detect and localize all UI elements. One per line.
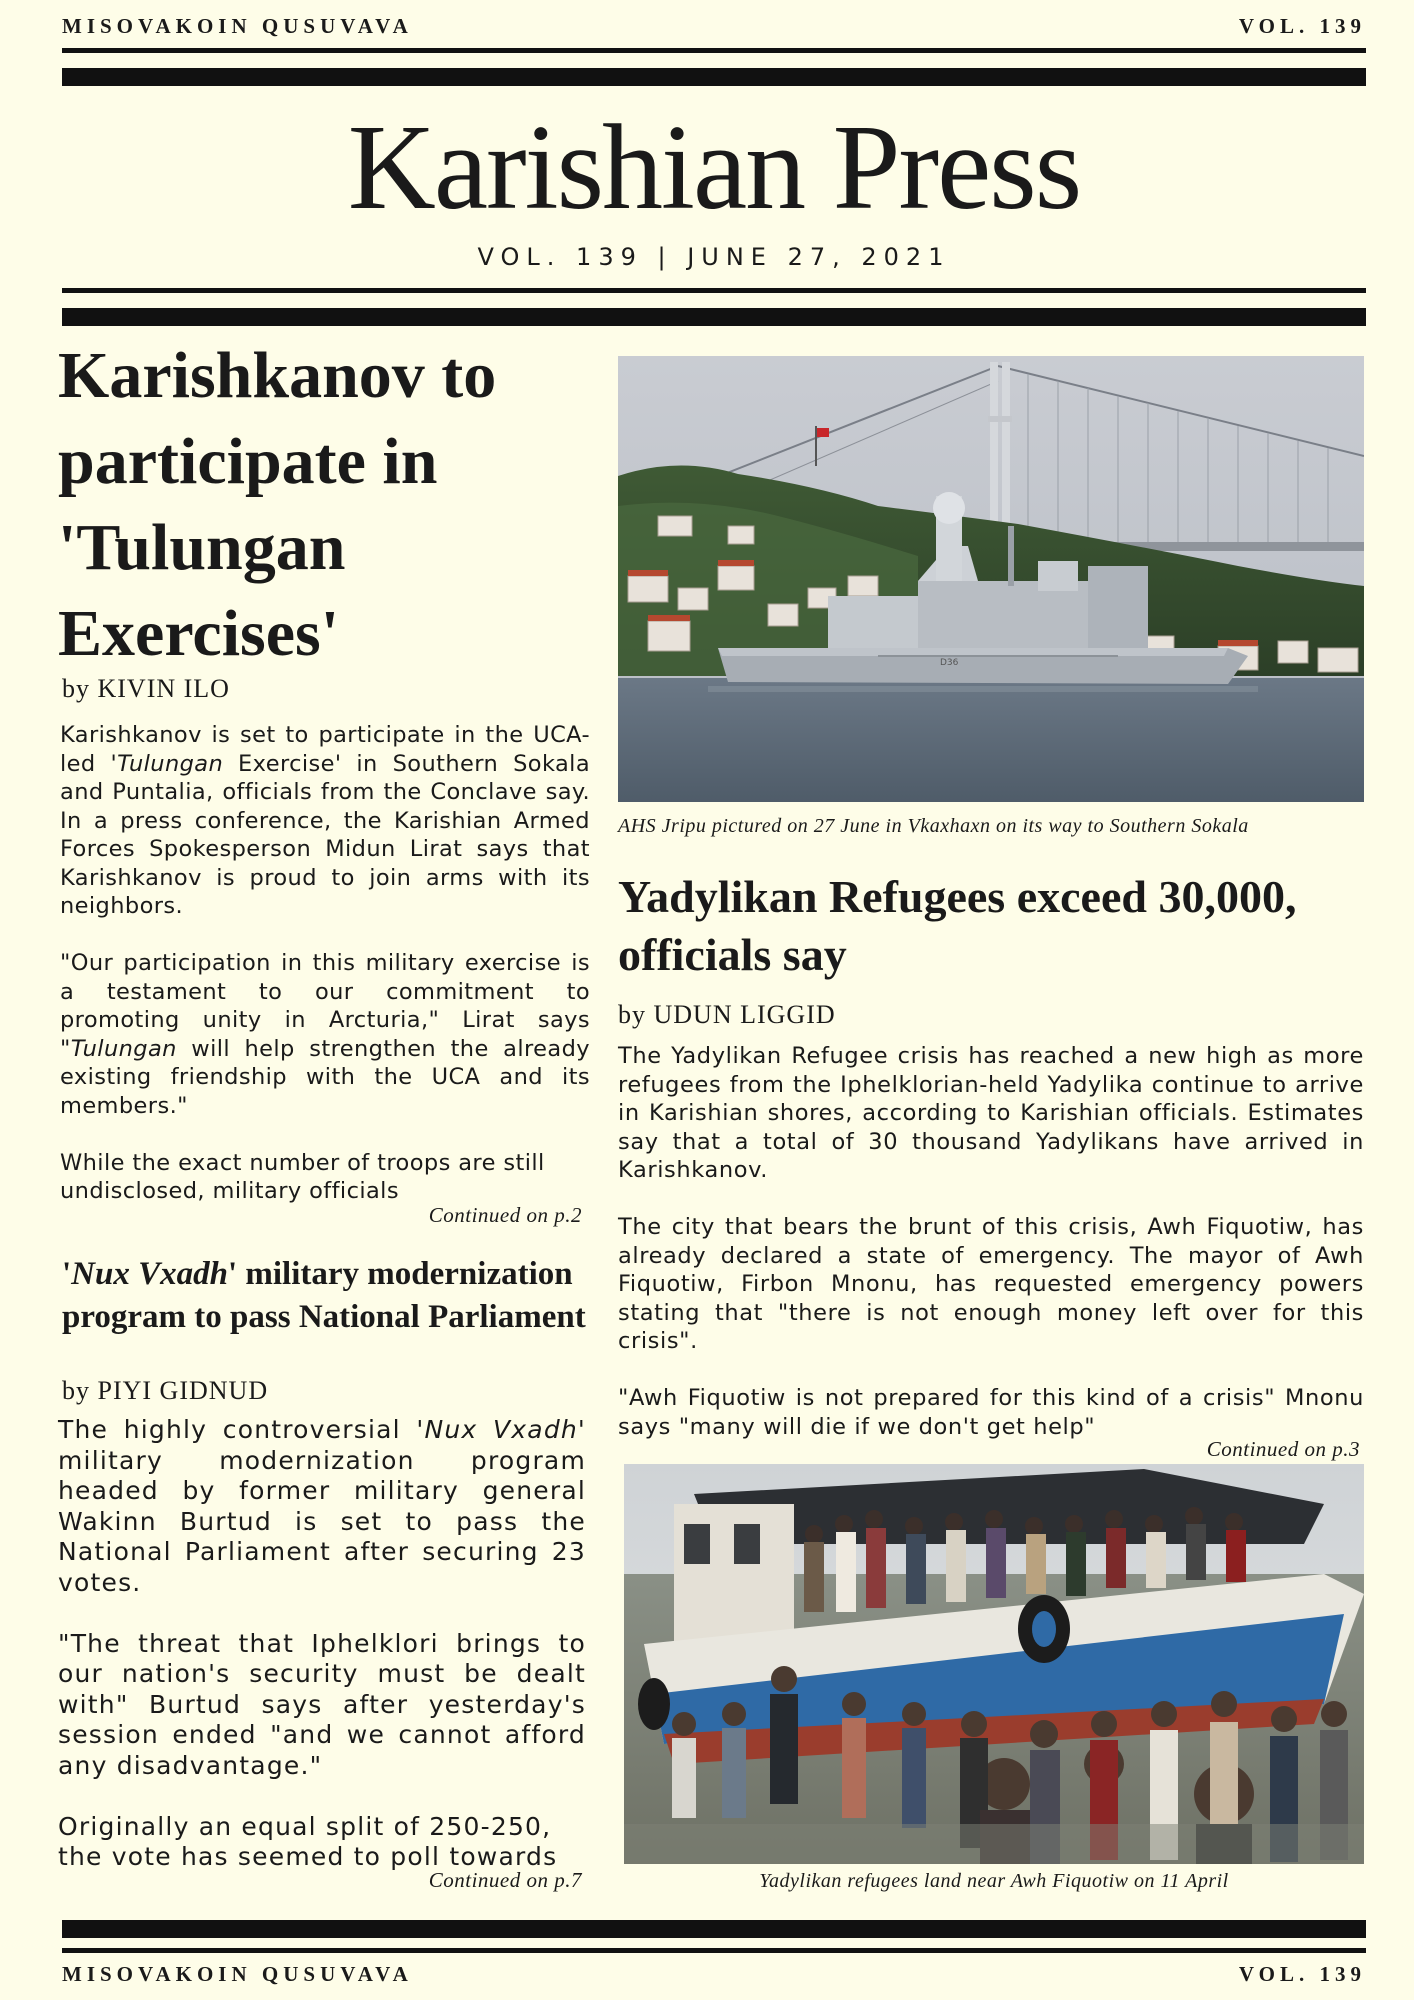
footer-line — [62, 1962, 1366, 1987]
volume-label: VOL. 139 — [1238, 14, 1366, 38]
article-headline: Yadylikan Refugees exceed 30,000, officials say — [618, 871, 1297, 980]
article-nux-vxadh — [62, 1253, 592, 1339]
warship-photo — [618, 356, 1364, 802]
photo-caption: AHS Jripu pictured on 27 June in Vkaxhaxn on its way to Southern Sokala — [618, 815, 1249, 837]
header-rule-thin — [62, 48, 1366, 53]
article-paragraph: "Our participation in this military exercise is a testament to our commitment to promoting unity in Arcturia," Lirat says "Tulungan will help strengthen the already existing friendship with the UCA and its members." — [60, 950, 590, 1119]
header-rule-thick — [62, 68, 1366, 86]
footer-rule-thin — [62, 1948, 1366, 1953]
masthead-rule-thick — [62, 308, 1366, 326]
article-paragraph: "Awh Fiquotiw is not prepared for this kind of a crisis" Mnonu says "many will die if we don't get help" — [618, 1385, 1364, 1440]
article-paragraph: The Yadylikan Refugee crisis has reached a new high as more refugees from the Iphelklorian-held Yadylika continue to arrive in Karishian shores, according to Karishian officials. Estimates say that a total of 30 thousand Yadylikans have arrived in Karishkanov. — [618, 1043, 1364, 1183]
article-byline: by KIVIN ILO — [62, 674, 230, 703]
article-tulungan — [58, 333, 598, 677]
refugee-boat-photo — [624, 1464, 1364, 1864]
publisher-name: MISOVAKOIN QUSUVAVA — [62, 1962, 413, 1986]
article-body — [58, 1415, 586, 1873]
issue-dateline: VOL. 139 | JUNE 27, 2021 — [477, 243, 951, 271]
article-paragraph: The city that bears the brunt of this crisis, Awh Fiquotiw, has already declared a state of emergency. The mayor of Awh Fiquotiw, Firbon Mnonu, has requested emergency powers stating that "there is not enough money left over for this crisis". — [618, 1214, 1364, 1354]
article-headline: Karishkanov to participate in 'Tulungan Exercises' — [58, 339, 497, 670]
continued-link[interactable]: Continued on p.7 — [428, 1868, 582, 1892]
article-paragraph: Karishkanov is set to participate in the UCA-led 'Tulungan Exercise' in Southern Sokala and Puntalia, officials from the Conclave say. In a press conference, the Karishian Armed Forces Spokesperson Midun Lirat says that Karishkanov is proud to join arms with its neighbors. — [60, 722, 591, 919]
article-paragraph: The highly controversial 'Nux Vxadh' military modernization program headed by former military general Wakinn Burtud is set to pass the National Parliament after securing 23 votes. — [58, 1415, 587, 1597]
volume-label: VOL. 139 — [1238, 1962, 1366, 1986]
publisher-name: MISOVAKOIN QUSUVAVA — [62, 14, 413, 38]
article-byline: by UDUN LIGGID — [618, 1000, 836, 1029]
article-headline: 'Nux Vxadh' military modernization program to pass National Parliament — [62, 1256, 586, 1335]
article-paragraph: While the exact number of troops are still undisclosed, military officials — [60, 1149, 545, 1204]
masthead-rule-thin — [62, 288, 1366, 293]
footer-rule-thick — [62, 1920, 1366, 1938]
article-refugees — [618, 868, 1364, 984]
article-paragraph: Originally an equal split of 250-250, the vote has seemed to poll towards — [58, 1811, 558, 1871]
article-body — [618, 1042, 1364, 1441]
hull-number: D36 — [940, 658, 959, 668]
masthead-title: Karishian Press — [347, 100, 1081, 235]
article-paragraph: "The threat that Iphelklori brings to our nation's security must be dealt with" Burtud says after yesterday's session ended "and we cannot afford any disadvantage." — [58, 1628, 586, 1780]
article-byline: by PIYI GIDNUD — [62, 1376, 269, 1405]
top-header-line — [62, 14, 1366, 39]
article-body — [60, 721, 590, 1206]
continued-link[interactable]: Continued on p.2 — [428, 1203, 582, 1227]
photo-caption: Yadylikan refugees land near Awh Fiquotiw on 11 April — [759, 1870, 1229, 1892]
continued-link[interactable]: Continued on p.3 — [1206, 1437, 1360, 1461]
